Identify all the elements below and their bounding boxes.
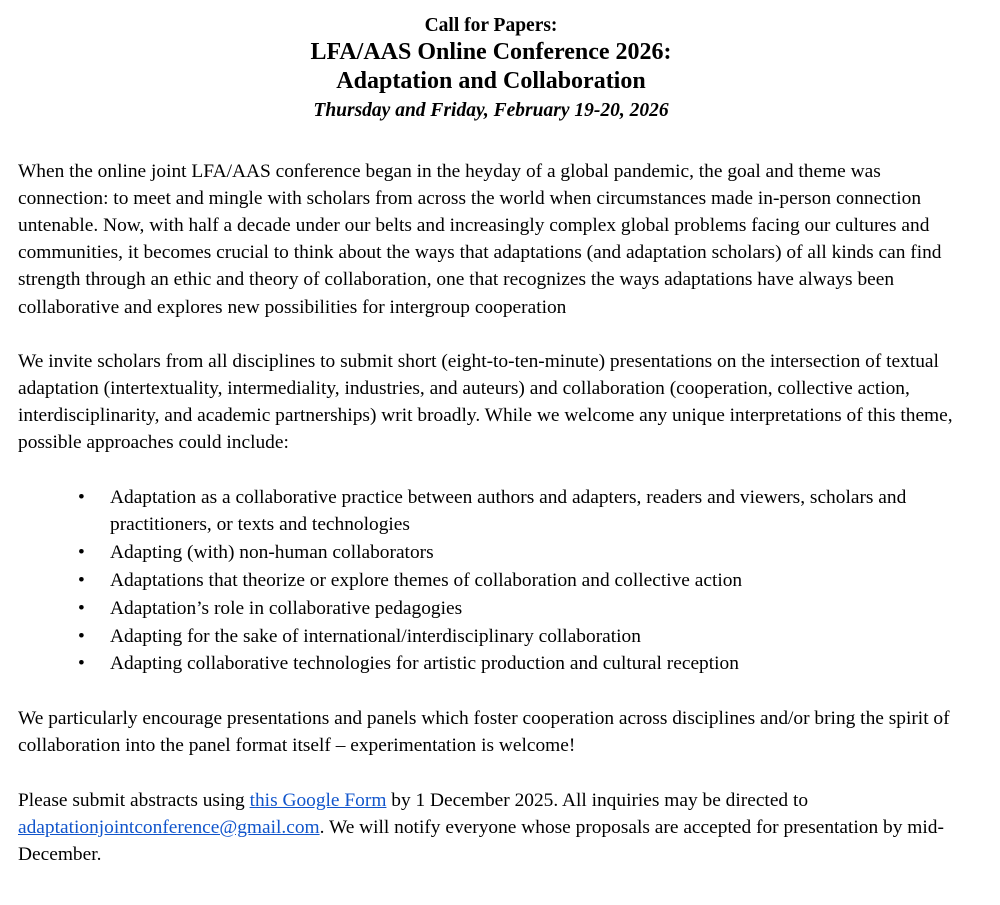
bullet-icon: •: [78, 570, 85, 592]
list-item-text: Adapting (with) non-human collaborators: [110, 542, 434, 564]
paragraph-encouragement: We particularly encourage presentations and panels which foster cooperation across disciplines and/or bring the spirit of collaboration into the panel format itself – experimentation is welcome!: [18, 708, 950, 757]
list-item-text: Adaptation’s role in collaborative pedagogies: [110, 597, 463, 619]
list-item: [78, 484, 964, 540]
list-item-text: Adaptation as a collaborative practice between authors and adapters, readers and viewers, scholars and practitioners, or texts and technologies: [110, 486, 907, 536]
list-item: [78, 539, 964, 567]
list-item: [78, 595, 964, 623]
paragraph-submission: [18, 787, 964, 869]
bullet-icon: •: [78, 597, 85, 619]
list-item-text: Adaptations that theorize or explore themes of collaboration and collective action: [110, 570, 743, 592]
bullet-icon: •: [78, 486, 85, 508]
paragraph-invitation: We invite scholars from all disciplines to submit short (eight-to-ten-minute) presentations on the intersection of textual adaptation (intertextuality, intermediality, industries, and auteurs) and collaboration (cooperation, collective action, interdisciplinarity, and academic partnerships) writ broadly. While we welcome any unique interpretations of this theme, possible approaches could include:: [18, 350, 953, 454]
header-conference-dates: Thursday and Friday, February 19-20, 2026: [313, 100, 669, 122]
list-item: [78, 567, 964, 595]
approaches-list: [18, 484, 964, 679]
list-item-text: Adapting for the sake of international/interdisciplinary collaboration: [110, 625, 641, 647]
list-item: [78, 650, 964, 678]
list-item: [78, 623, 964, 651]
list-item-text: Adapting collaborative technologies for artistic production and cultural reception: [110, 653, 739, 675]
header-conference-theme: Adaptation and Collaboration: [336, 68, 646, 95]
contact-email-link[interactable]: adaptationjointconference@gmail.com: [18, 816, 320, 838]
submission-text-after-form-link: by 1 December 2025. All inquiries may be directed to: [386, 789, 809, 811]
google-form-link[interactable]: this Google Form: [249, 789, 387, 811]
bullet-icon: •: [78, 653, 85, 675]
paragraph-intro: When the online joint LFA/AAS conference began in the heyday of a global pandemic, the goal and theme was connection: to meet and mingle with scholars from across the world when circumstances made in-person connection untenable. Now, with half a decade under our belts and increasingly complex global problems facing our cultures and communities, it becomes crucial to think about the ways that adaptations (and adaptation scholars) of all kinds can find strength through an ethic and theory of collaboration, one that recognizes the ways adaptations have always been collaborative and explores new possibilities for intergroup cooperation: [18, 160, 942, 318]
header-call-for-papers: Call for Papers:: [424, 15, 558, 36]
submission-text-before-form-link: Please submit abstracts using: [18, 789, 250, 811]
bullet-icon: •: [78, 625, 85, 647]
document-body: [18, 158, 964, 869]
header-conference-title: LFA/AAS Online Conference 2026:: [310, 38, 672, 65]
submission-text-after-email: . We will notify everyone whose proposals are accepted for presentation by mid-December.: [18, 816, 944, 866]
bullet-icon: •: [78, 542, 85, 564]
document-header: [18, 14, 964, 124]
